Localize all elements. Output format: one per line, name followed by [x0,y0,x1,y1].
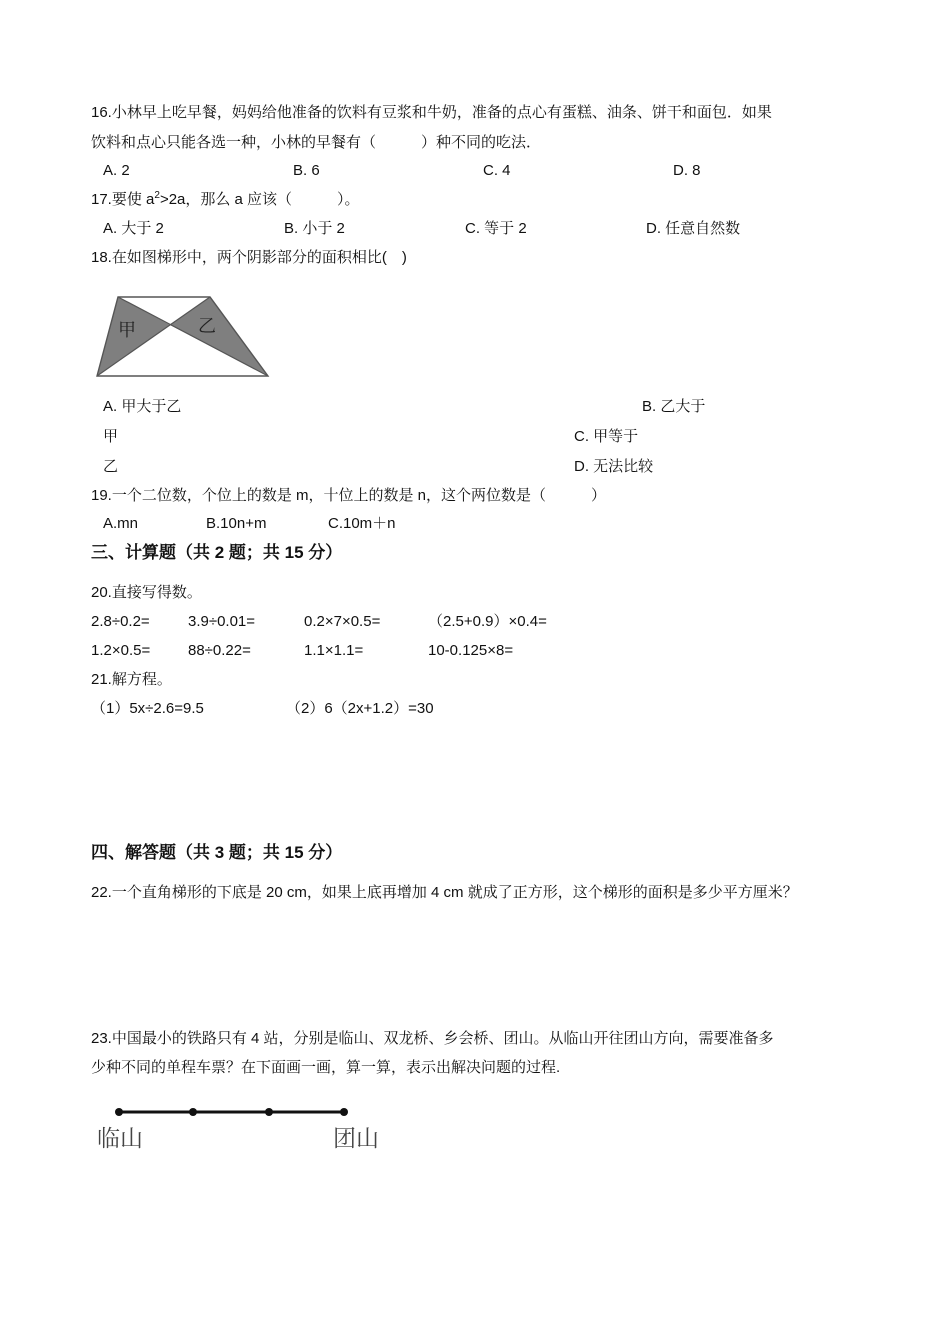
q20-r1-c4: （2.5+0.9）×0.4= [428,613,547,630]
railway-figure [95,1100,395,1160]
q21-item-2: （2）6（2x+1.2）=30 [286,700,434,717]
q18-option-d: D. 无法比较 [574,458,654,475]
station-label-linshan: 临山 [97,1126,143,1152]
q20-text: 20.直接写得数。 [91,584,202,601]
q19-option-b: B.10n+m [206,515,267,532]
q20-r2-c2: 88÷0.22= [188,642,251,659]
station-dot-1 [115,1108,123,1116]
station-dot-3 [265,1108,273,1116]
station-label-tuanshan: 团山 [333,1126,379,1152]
q20-r2-c3: 1.1×1.1= [304,642,364,659]
q20-r2-c4: 10-0.125×8= [428,642,514,659]
q18-option-c: C. 甲等于 [574,428,639,445]
q17-text: 17.要使 $a^2>2a$，那么 a 应该（ ）。 [91,190,360,208]
q17-option-a: A. 大于 2 [103,220,164,237]
q22-text: 22.一个直角梯形的下底是 20 cm，如果上底再增加 4 cm 就成了正方形，这个梯形的面积是多少平方厘米？ [91,884,798,901]
q18-option-c-cont: 乙 [103,458,119,475]
trapezoid-figure [90,290,275,382]
q19-option-c: C.10m＋n [328,515,396,532]
q17-option-d: D. 任意自然数 [646,220,741,237]
q16-text-line1: 16.小林早上吃早餐，妈妈给他准备的饮料有豆浆和牛奶，准备的点心有蛋糕、油条、饼干和面包．如果 [91,104,772,121]
section-3-title: 三、计算题（共 2 题；共 15 分） [91,543,343,562]
q21-item-1: （1）5x÷2.6=9.5 [91,700,204,717]
q20-r1-c1: 2.8÷0.2= [91,613,150,630]
q16-option-d: D. 8 [673,162,701,179]
station-dot-4 [340,1108,348,1116]
q17-option-c: C. 等于 2 [465,220,527,237]
label-yi: 乙 [198,316,216,337]
q17-option-b: B. 小于 2 [284,220,345,237]
q19-text: 19.一个二位数，个位上的数是 m，十位上的数是 n，这个两位数是（ ） [91,487,607,504]
q16-option-c: C. 4 [483,162,511,179]
q23-text-line2: 少种不同的单程车票？在下面画一画，算一算，表示出解决问题的过程. [91,1059,561,1076]
q16-text-line2: 饮料和点心只能各选一种，小林的早餐有（ ）种不同的吃法． [91,134,542,151]
station-dot-2 [189,1108,197,1116]
q18-option-b-cont: 甲 [103,428,119,445]
label-jia: 甲 [118,320,136,341]
section-4-title: 四、解答题（共 3 题；共 15 分） [91,843,343,862]
q23-text-line1: 23.中国最小的铁路只有 4 站，分别是临山、双龙桥、乡会桥、团山。从临山开往团山方向，需要准备多 [91,1030,774,1047]
q20-r1-c2: 3.9÷0.01= [188,613,256,630]
q21-text: 21.解方程。 [91,671,172,688]
q18-option-a: A. 甲大于乙 [103,398,182,415]
q19-option-a: A.mn [103,515,139,532]
q20-r1-c3: 0.2×7×0.5= [304,613,381,630]
q18-text: 18.在如图梯形中，两个阴影部分的面积相比( ) [91,249,407,266]
q16-option-b: B. 6 [293,162,320,179]
q20-r2-c1: 1.2×0.5= [91,642,151,659]
q18-option-b: B. 乙大于 [642,398,706,415]
q16-option-a: A. 2 [103,162,130,179]
